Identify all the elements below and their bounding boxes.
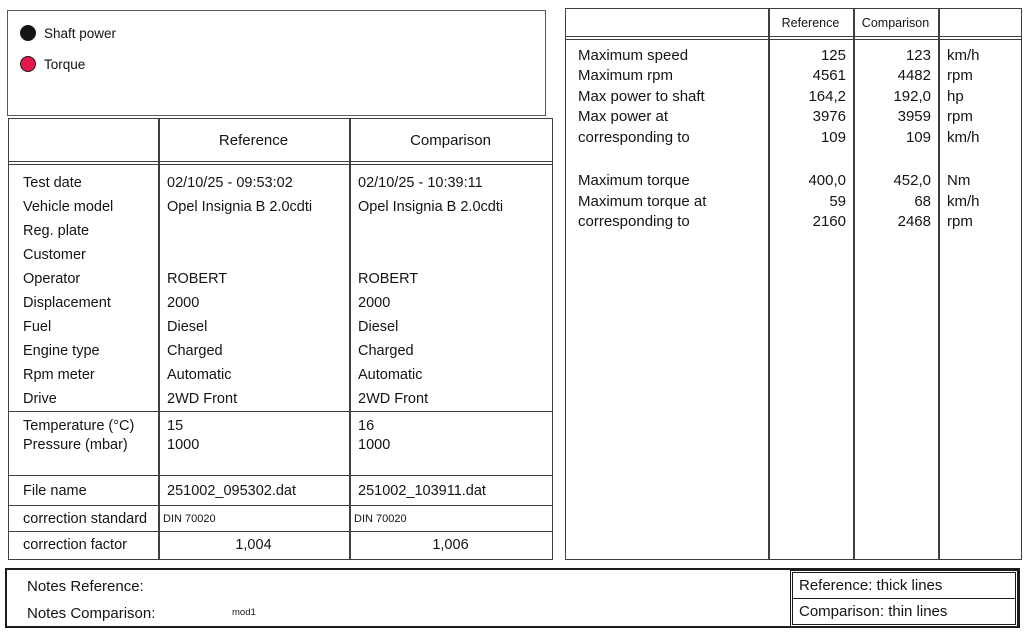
comparison-value: Automatic xyxy=(358,367,423,383)
reference-value: 109 xyxy=(820,128,846,146)
row-label: Pressure (mbar) xyxy=(23,436,128,453)
reference-value: 2160 xyxy=(812,213,846,231)
reference-value: Automatic xyxy=(167,367,232,383)
legend-item-shaft-power xyxy=(20,25,116,41)
group-spacer xyxy=(566,148,1021,171)
reference-value: 4561 xyxy=(812,67,846,85)
table-row xyxy=(9,387,552,411)
table-row xyxy=(9,291,552,315)
row-label: Customer xyxy=(23,247,86,263)
info-rows xyxy=(9,165,552,411)
comparison-value: 2468 xyxy=(897,213,931,231)
row-label: Fuel xyxy=(23,319,52,335)
table-row xyxy=(9,267,552,291)
comparison-value: DIN 70020 xyxy=(354,512,407,525)
comparison-value: 251002_103911.dat xyxy=(358,482,486,499)
comparison-value: 1,006 xyxy=(432,537,469,553)
column-header-comparison: Comparison xyxy=(861,15,930,30)
column-divider xyxy=(768,9,770,559)
unit-label: Nm xyxy=(947,172,971,190)
column-header-reference: Reference xyxy=(781,15,840,30)
comparison-value: 2000 xyxy=(358,295,391,311)
unit-label: km/h xyxy=(947,192,980,210)
comparison-value: 123 xyxy=(905,46,931,64)
table-row xyxy=(9,416,552,435)
results-table xyxy=(565,8,1022,560)
reference-value: 1000 xyxy=(167,436,200,453)
table-row xyxy=(9,171,552,195)
reference-value: DIN 70020 xyxy=(163,512,216,525)
table-row xyxy=(566,171,1021,192)
row-label: Drive xyxy=(23,391,57,407)
file-name-row xyxy=(9,475,552,505)
reference-value: 02/10/25 - 09:53:02 xyxy=(167,175,293,191)
chart-legend xyxy=(7,10,546,116)
comparison-line-style: Comparison: thin lines xyxy=(792,598,1016,625)
notes-comparison-label: Notes Comparison: xyxy=(27,605,156,622)
result-rows xyxy=(566,40,1021,232)
table-row xyxy=(566,45,1021,66)
comparison-value: Diesel xyxy=(358,319,399,335)
unit-label: rpm xyxy=(947,67,973,85)
comparison-value: 4482 xyxy=(897,67,931,85)
legend-label: Shaft power xyxy=(44,25,117,41)
table-row xyxy=(9,243,552,267)
row-label: correction factor xyxy=(23,537,127,553)
table-row xyxy=(9,363,552,387)
row-label: Displacement xyxy=(23,295,111,311)
row-label: Maximum speed xyxy=(578,46,689,64)
row-label: correction standard xyxy=(23,510,148,527)
table-row xyxy=(9,195,552,219)
row-label: Max power at xyxy=(578,108,669,126)
row-label: corresponding to xyxy=(578,128,690,146)
table-header-row xyxy=(566,9,1021,36)
line-style-legend xyxy=(790,570,1018,627)
notes-comparison-value: mod1 xyxy=(232,607,256,618)
comparison-value: 16 xyxy=(358,417,375,434)
comparison-value: 68 xyxy=(914,192,931,210)
row-label: Reg. plate xyxy=(23,223,90,239)
reference-value: 59 xyxy=(829,192,846,210)
comparison-value: Charged xyxy=(358,343,414,359)
environment-rows xyxy=(9,411,552,475)
row-label: Temperature (°C) xyxy=(23,417,135,434)
reference-value: ROBERT xyxy=(167,271,228,287)
reference-value: 251002_095302.dat xyxy=(167,482,297,499)
correction-standard-row xyxy=(9,505,552,531)
table-row xyxy=(566,191,1021,212)
reference-value: Opel Insignia B 2.0cdti xyxy=(167,199,313,215)
notes-reference-label: Notes Reference: xyxy=(27,578,144,595)
column-header-reference: Reference xyxy=(218,131,289,149)
row-label: File name xyxy=(23,482,87,499)
table-row xyxy=(566,212,1021,233)
row-label: Maximum rpm xyxy=(578,67,674,85)
reference-value: 15 xyxy=(167,417,184,434)
legend-label: Torque xyxy=(44,56,86,72)
table-row xyxy=(566,107,1021,128)
unit-label: km/h xyxy=(947,46,980,64)
column-divider xyxy=(158,119,160,559)
vehicle-info-table xyxy=(8,118,553,560)
comparison-value: ROBERT xyxy=(358,271,419,287)
table-row xyxy=(9,315,552,339)
comparison-value: 1000 xyxy=(358,436,391,453)
row-label: Engine type xyxy=(23,343,100,359)
row-label: Maximum torque at xyxy=(578,192,707,210)
unit-label: hp xyxy=(947,87,964,105)
unit-label: rpm xyxy=(947,213,973,231)
table-header-row xyxy=(9,119,552,161)
reference-value: 400,0 xyxy=(808,172,846,190)
column-header-comparison: Comparison xyxy=(410,131,491,149)
legend-item-torque xyxy=(20,56,85,72)
comparison-value: 192,0 xyxy=(893,87,931,105)
table-row xyxy=(566,127,1021,148)
table-row xyxy=(566,86,1021,107)
table-row xyxy=(9,339,552,363)
comparison-value: 2WD Front xyxy=(358,391,429,407)
column-divider xyxy=(853,9,855,559)
column-divider xyxy=(349,119,351,559)
comparison-value: 3959 xyxy=(897,108,931,126)
column-divider xyxy=(938,9,940,559)
reference-value: 125 xyxy=(820,46,846,64)
reference-value: Charged xyxy=(167,343,223,359)
comparison-value: Opel Insignia B 2.0cdti xyxy=(358,199,504,215)
reference-line-style: Reference: thick lines xyxy=(792,572,1016,599)
reference-value: 2000 xyxy=(167,295,200,311)
row-label: corresponding to xyxy=(578,213,690,231)
reference-value: 3976 xyxy=(812,108,846,126)
unit-label: km/h xyxy=(947,128,980,146)
row-label: Operator xyxy=(23,271,81,287)
row-label: Maximum torque xyxy=(578,172,690,190)
reference-value: 1,004 xyxy=(235,537,272,553)
table-row xyxy=(566,66,1021,87)
row-label: Vehicle model xyxy=(23,199,114,215)
reference-value: Diesel xyxy=(167,319,208,335)
table-row xyxy=(9,219,552,243)
row-label: Test date xyxy=(23,175,82,191)
reference-value: 164,2 xyxy=(808,87,846,105)
comparison-value: 02/10/25 - 10:39:11 xyxy=(358,175,483,191)
row-label: Max power to shaft xyxy=(578,87,705,105)
table-row xyxy=(9,435,552,454)
unit-label: rpm xyxy=(947,108,973,126)
comparison-value: 109 xyxy=(905,128,931,146)
shaft-power-dot-icon xyxy=(20,25,36,41)
row-label: Rpm meter xyxy=(23,367,95,383)
comparison-value: 452,0 xyxy=(893,172,931,190)
torque-dot-icon xyxy=(20,56,36,72)
reference-value: 2WD Front xyxy=(167,391,238,407)
correction-factor-row xyxy=(9,531,552,558)
